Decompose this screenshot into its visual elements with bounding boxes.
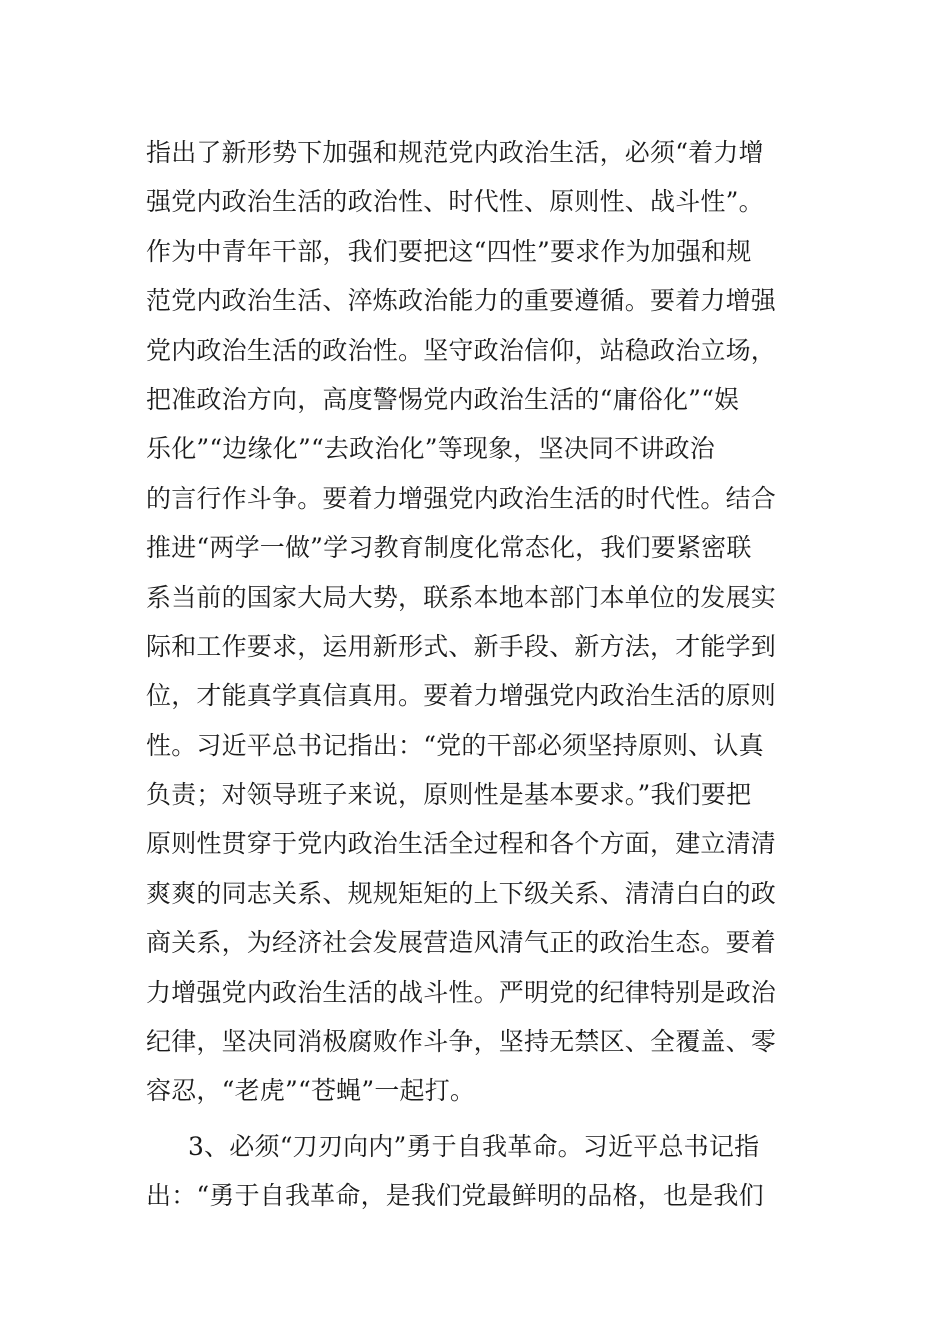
text-line: 范党内政治生活、淬炼政治能力的重要遵循。要着力增强 <box>146 286 777 316</box>
text-line: 纪律，坚决同消极腐败作斗争，坚持无禁区、全覆盖、零 <box>146 1027 777 1057</box>
document-body <box>146 128 836 1221</box>
paragraph-2 <box>146 1122 836 1221</box>
text-line: 商关系，为经济社会发展营造风清气正的政治生态。要着 <box>146 928 777 958</box>
text-line: 把准政治方向，高度警惕党内政治生活的“庸俗化”“娱 <box>146 384 740 414</box>
text-line: 的言行作斗争。要着力增强党内政治生活的时代性。结合 <box>146 483 777 513</box>
text-line: 系当前的国家大局大势，联系本地本部门本单位的发展实 <box>146 582 777 612</box>
text-line: 指出了新形势下加强和规范党内政治生活，必须“着力增 <box>146 138 764 167</box>
paragraph-1 <box>146 128 836 1116</box>
text-line: 乐化”“边缘化”“去政治化”等现象，坚决同不讲政治 <box>146 434 715 464</box>
text-line: 负责；对领导班子来说，原则性是基本要求。”我们要把 <box>146 780 752 810</box>
text-line: 容忍，“老虎”“苍蝇”一起打。 <box>146 1076 476 1106</box>
text-line: 位，才能真学真信真用。要着力增强党内政治生活的原则 <box>146 681 777 711</box>
text-line: 党内政治生活的政治性。坚守政治信仰，站稳政治立场， <box>146 335 777 365</box>
text-line: 出：“勇于自我革命，是我们党最鲜明的品格，也是我们 <box>146 1181 764 1211</box>
text-line: 力增强党内政治生活的战斗性。严明党的纪律特别是政治 <box>146 977 777 1007</box>
text-line: 作为中青年干部，我们要把这“四性”要求作为加强和规 <box>146 236 752 266</box>
text-line: 际和工作要求，运用新形式、新手段、新方法，才能学到 <box>146 631 777 661</box>
text-line: 原则性贯穿于党内政治生活全过程和各个方面，建立清清 <box>146 829 777 859</box>
text-line: 3、必须“刀刃向内”勇于自我革命。习近平总书记指 <box>188 1131 760 1161</box>
text-line: 爽爽的同志关系、规规矩矩的上下级关系、清清白白的政 <box>146 878 777 908</box>
text-line: 强党内政治生活的政治性、时代性、原则性、战斗性”。 <box>146 187 764 217</box>
text-line: 性。习近平总书记指出：“党的干部必须坚持原则、认真 <box>146 730 764 760</box>
text-line: 推进“两学一做”学习教育制度化常态化，我们要紧密联 <box>146 533 752 563</box>
